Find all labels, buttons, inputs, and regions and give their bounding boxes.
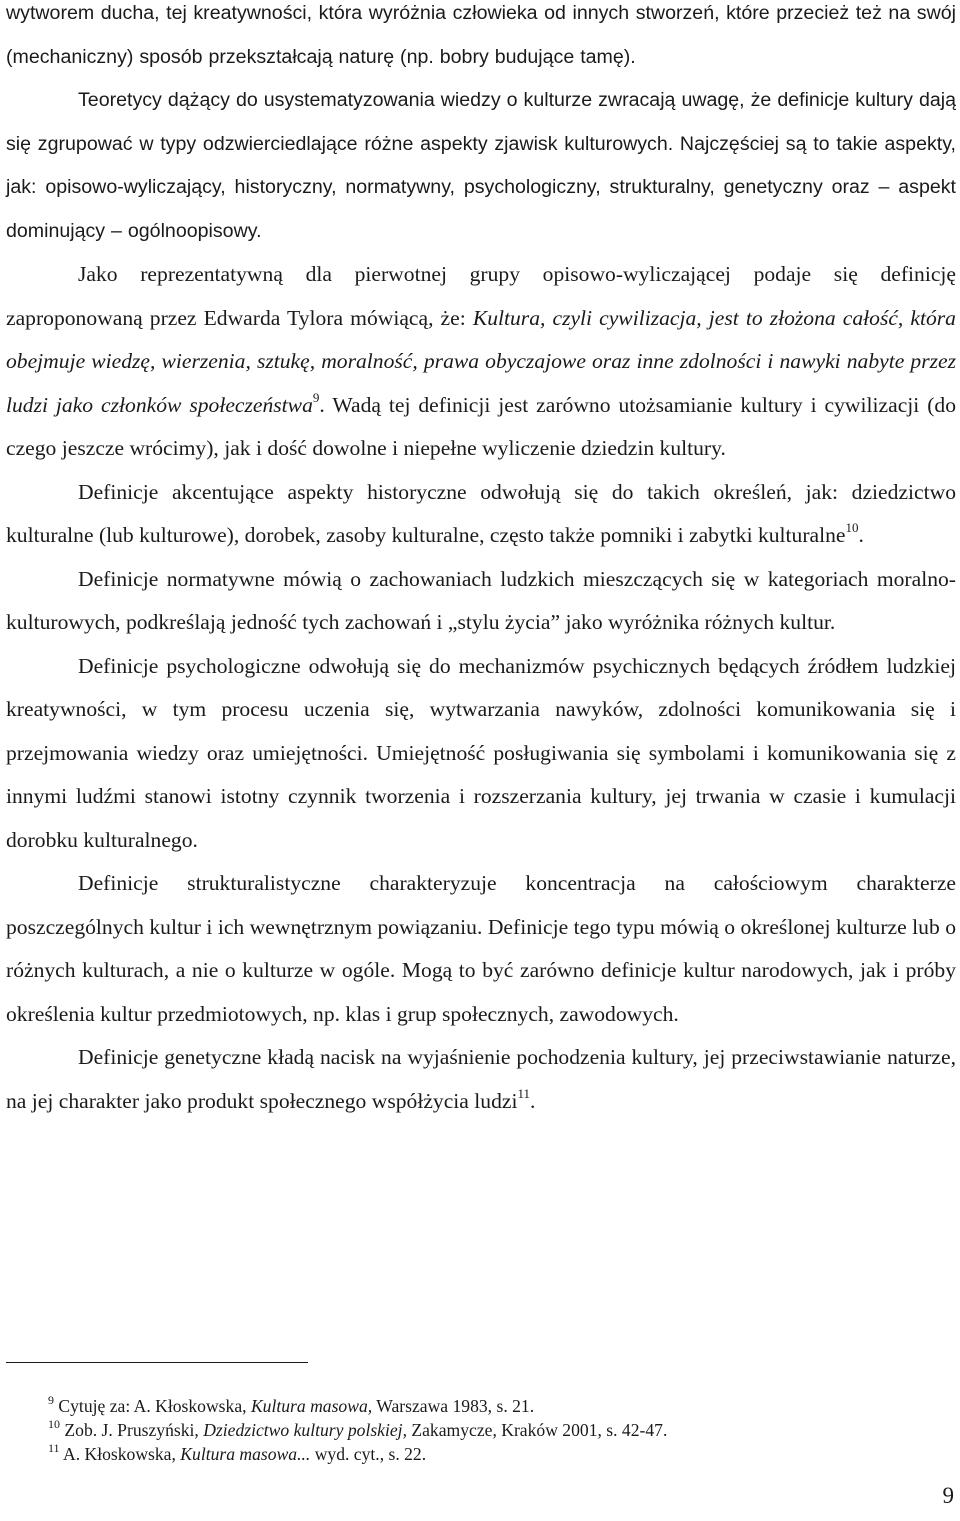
text-run: wyd. cyt., s. 22. bbox=[310, 1444, 427, 1464]
paragraph-p0 bbox=[6, 0, 956, 79]
text-run: A. Kłoskowska, bbox=[59, 1444, 181, 1464]
footnote-reference: 10 bbox=[845, 520, 859, 535]
italic-text: Kultura, czyli cywilizacja, jest to złożona całość, która obejmuje wiedzę, wierzenia, sztukę, moralność, prawa obyczajowe oraz inne zdolności i nawyki nabyte przez ludzi jako członków społeczeństwa bbox=[6, 305, 956, 417]
text-run: wytworem ducha, tej kreatywności, która wyróżnia człowieka od innych stworzeń, które przecież też na swój (mechaniczny) sposób przekształcają naturę (np. bobry budujące tamę). bbox=[6, 2, 956, 68]
text-run: . bbox=[530, 1088, 536, 1113]
text-run: Teoretycy dążący do usystematyzowania wiedzy o kulturze zwracają uwagę, że definicje kultury dają się zgrupować w typy odzwierciedlające różne aspekty zjawisk kulturowych. Najczęściej są to takie aspekty, jak: opisowo-wyliczający, historyczny, normatywny, psychologiczny, strukturalny, genetyczny oraz – aspekt dominujący – ogólnoopisowy. bbox=[6, 89, 956, 242]
italic-text: Kultura masowa, bbox=[250, 1396, 373, 1416]
paragraph-p5 bbox=[6, 645, 956, 863]
text-run: Cytuję za: A. Kłoskowska, bbox=[54, 1396, 251, 1416]
footnote-reference: 9 bbox=[48, 1393, 54, 1407]
paragraph-p3 bbox=[6, 471, 956, 558]
page-number: 9 bbox=[942, 1483, 954, 1508]
text-run: Definicje strukturalistyczne charakteryzuje koncentracja na całościowym charakterze poszczególnych kultur i ich wewnętrznym powiązaniu. Definicje tego typu mówią o określonej kulturze lub o różnych kulturach, a nie o kulturze w ogóle. Mogą to być zarówno definicje kultur narodowych, jak i próby określenia kultur przedmiotowych, np. klas i grup społecznych, zawodowych. bbox=[6, 871, 956, 1026]
body-text bbox=[6, 0, 956, 1123]
text-run: Definicje genetyczne kładą nacisk na wyjaśnienie pochodzenia kultury, jej przeciwstawianie naturze, na jej charakter jako produkt społecznego współżycia ludzi bbox=[6, 1045, 956, 1113]
italic-text: Dziedzictwo kultury polskiej, bbox=[203, 1420, 407, 1440]
footnote-reference: 11 bbox=[48, 1441, 60, 1455]
paragraph-p2 bbox=[6, 253, 956, 471]
text-run: Jako reprezentatywną dla pierwotnej grupy opisowo-wyliczającej podaje się definicję zaproponowaną przez Edwarda Tylora mówiącą, że: bbox=[6, 262, 956, 330]
paragraph-p6 bbox=[6, 862, 956, 1036]
paragraph-p1 bbox=[6, 79, 956, 253]
text-run: Definicje normatywne mówią o zachowaniach ludzkich mieszczących się w kategoriach moralno-kulturowych, podkreślają jedność tych zachowań i „stylu życia” jako wyróżnika różnych kultur. bbox=[6, 566, 956, 634]
italic-text: Kultura masowa... bbox=[180, 1444, 311, 1464]
text-run: Zakamycze, Kraków 2001, s. 42-47. bbox=[406, 1420, 668, 1440]
footnote-fn10 bbox=[48, 1418, 948, 1442]
text-run: Warszawa 1983, s. 21. bbox=[372, 1396, 535, 1416]
text-run: Definicje akcentujące aspekty historyczne odwołują się do takich określeń, jak: dziedzictwo kulturalne (lub kulturowe), dorobek, zasoby kulturalne, często także pomniki i zabytki kulturalne bbox=[6, 479, 956, 547]
footnote-reference: 10 bbox=[48, 1417, 60, 1431]
text-run: Zob. J. Pruszyński, bbox=[60, 1420, 204, 1440]
text-run: . bbox=[858, 523, 864, 547]
footnote-fn9 bbox=[48, 1394, 948, 1418]
footnote-reference: 9 bbox=[312, 389, 320, 405]
footnote-separator bbox=[6, 1362, 308, 1363]
footnote-fn11 bbox=[48, 1442, 948, 1466]
footnote-reference: 11 bbox=[517, 1085, 530, 1101]
text-run: Definicje psychologiczne odwołują się do mechanizmów psychicznych będących źródłem ludzkiej kreatywności, w tym procesu uczenia się, wytwarzania nawyków, zdolności komunikowania się i przejmowania wiedzy oraz umiejętności. Umiejętność posługiwania się symbolami i komunikowania się z innymi ludźmi stanowi istotny czynnik tworzenia i rozszerzania kultury, jej trwania w czasie i kumulacji dorobku kulturalnego. bbox=[6, 653, 956, 852]
paragraph-p4 bbox=[6, 558, 956, 645]
text-run: . Wadą tej definicji jest zarówno utożsamianie kultury i cywilizacji (do czego jeszcze wrócimy), jak i dość dowolne i niepełne wyliczenie dziedzin kultury. bbox=[6, 392, 956, 460]
paragraph-p7 bbox=[6, 1036, 956, 1123]
footnotes bbox=[48, 1394, 948, 1466]
